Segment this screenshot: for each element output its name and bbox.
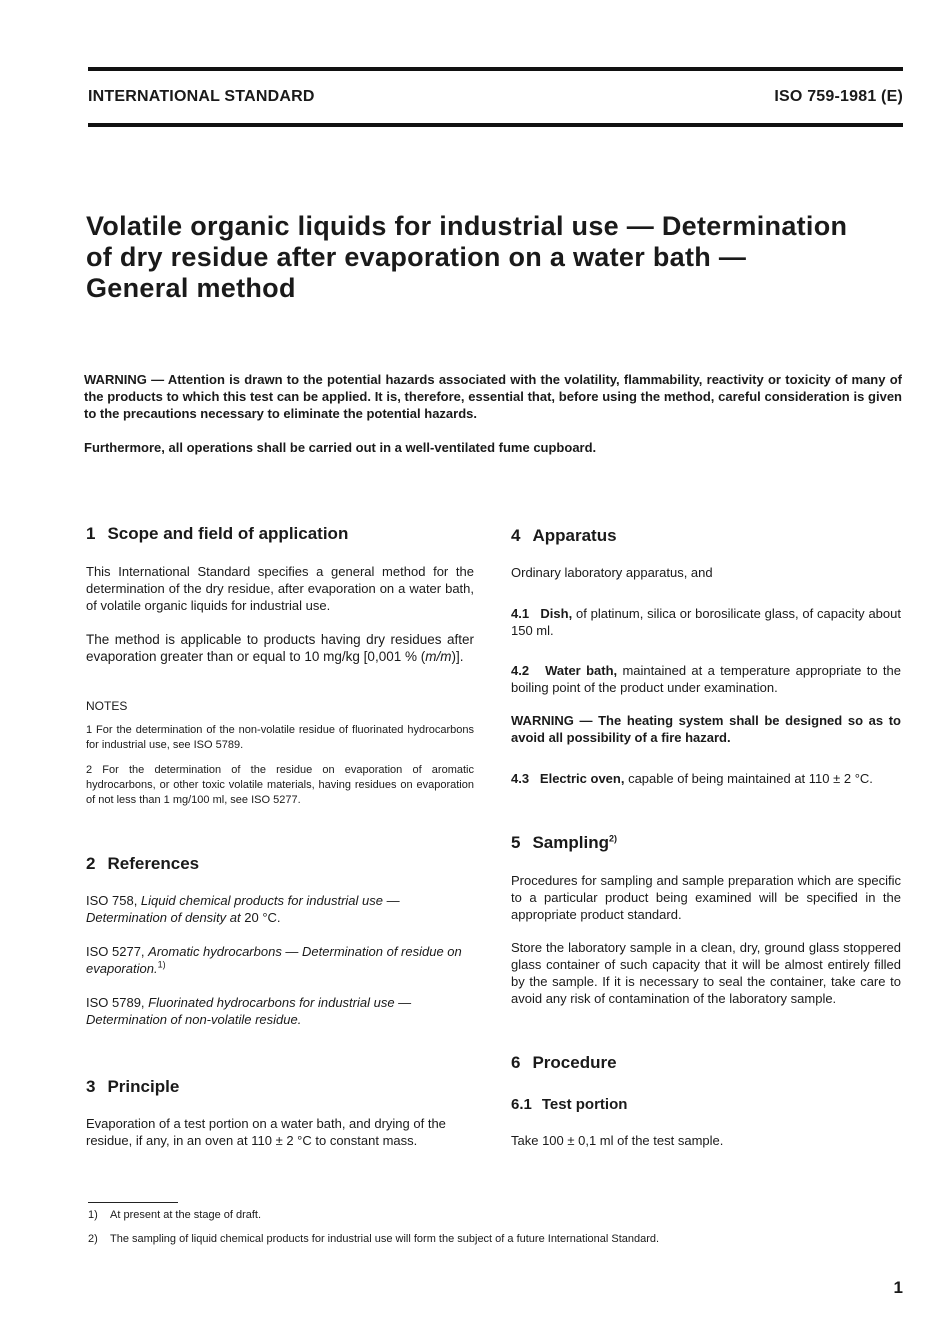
section-title: Scope and field of application xyxy=(107,524,349,543)
heating-warning: WARNING — The heating system shall be designed so as to avoid all possibility of a fire hazard. xyxy=(511,713,901,745)
item-text: maintained at a temperature appropriate to the boiling point of the product under examination. xyxy=(511,663,901,695)
item-number: 4.2 xyxy=(511,663,530,678)
section-number: 1 xyxy=(86,524,96,543)
footnote-2 xyxy=(88,1232,659,1246)
item-label: Water bath, xyxy=(545,663,618,678)
principle-paragraph: Evaporation of a test portion on a water bath, and drying of the residue, if any, in an oven at 110 ± 2 °C to constant mass. xyxy=(86,1116,446,1148)
apparatus-oven xyxy=(511,770,901,787)
section-heading xyxy=(511,527,617,544)
ventilation-warning: Furthermore, all operations shall be carried out in a well-ventilated fume cupboard. xyxy=(84,440,597,455)
apparatus-dish xyxy=(511,605,901,639)
section-title: Principle xyxy=(107,1077,180,1096)
test-portion-paragraph: Take 100 ± 0,1 ml of the test sample. xyxy=(511,1133,724,1148)
section-number: 3 xyxy=(86,1077,96,1096)
reference-code: ISO 758, xyxy=(86,893,141,908)
reference-title: Aromatic hydrocarbons — Determination of residue on evaporation. xyxy=(86,944,462,976)
apparatus-water-bath xyxy=(511,662,901,696)
applicability-paragraph xyxy=(86,631,474,665)
item-label: Dish, xyxy=(540,606,573,621)
document-title xyxy=(86,211,916,304)
section-procedure xyxy=(511,1054,617,1071)
reference-iso-758 xyxy=(86,892,474,926)
footnote-text: The sampling of liquid chemical products for industrial use will form the subject of a future International Standard. xyxy=(110,1233,660,1245)
applicability-tail: )]. xyxy=(451,649,464,664)
section-number: 4 xyxy=(511,526,521,545)
page-number: 1 xyxy=(893,1278,903,1297)
section-heading xyxy=(86,525,476,542)
section-title: References xyxy=(107,854,200,873)
document-number: ISO 759-1981 (E) xyxy=(774,88,903,105)
footnote-1 xyxy=(88,1208,261,1222)
item-label: Electric oven, xyxy=(539,771,625,786)
scope-paragraph: This International Standard specifies a general method for the determination of the dry residue, after evaporation on a water bath, of volatile organic liquids for industrial use. xyxy=(86,564,474,613)
footnote-marker: 1) xyxy=(157,959,166,970)
reference-code: ISO 5789, xyxy=(86,995,149,1010)
item-number: 4.1 xyxy=(511,606,530,621)
section-scope xyxy=(86,525,476,542)
section-principle xyxy=(86,1078,179,1095)
item-text: of platinum, silica or borosilicate glass, of capacity about 150 ml. xyxy=(511,606,901,638)
section-apparatus xyxy=(511,527,617,544)
mass-ratio: m/m xyxy=(425,649,452,664)
note-2: 2 For the determination of the residue on evaporation of aromatic hydrocarbons, or other toxic volatile materials, having residues on evaporation of not less than 1 mg/100 ml, see ISO 5277. xyxy=(86,764,474,806)
section-sampling xyxy=(511,834,617,851)
section-number: 6 xyxy=(511,1053,521,1072)
item-number: 4.3 xyxy=(511,771,530,786)
notes-label: NOTES xyxy=(86,699,128,713)
hazard-warning: WARNING — Attention is drawn to the potential hazards associated with the volatility, flammability, reactivity or toxicity of many of the products to which this test can be applied. It is, therefore, essential that, before using the method, careful consideration is given to the precautions necessary to eliminate the potential hazards. xyxy=(84,372,902,421)
section-heading xyxy=(86,855,199,872)
reference-title: Fluorinated hydrocarbons for industrial use — Determination of non-volatile residue. xyxy=(86,995,412,1027)
section-heading xyxy=(511,1054,617,1071)
subsection-test-portion xyxy=(511,1096,627,1113)
header-top-rule xyxy=(88,67,903,71)
section-title: Apparatus xyxy=(532,526,617,545)
header-bottom-rule xyxy=(88,123,903,127)
title-line-3: General method xyxy=(86,273,296,303)
reference-code: ISO 5277, xyxy=(86,944,149,959)
footnote-text: At present at the stage of draft. xyxy=(110,1209,262,1221)
section-title: Sampling xyxy=(532,833,609,852)
section-title: Procedure xyxy=(532,1053,617,1072)
apparatus-intro: Ordinary laboratory apparatus, and xyxy=(511,565,713,580)
section-heading xyxy=(86,1078,179,1095)
title-line-2: of dry residue after evaporation on a water bath — xyxy=(86,242,747,272)
section-heading xyxy=(511,834,617,851)
reference-title: Liquid chemical products for industrial use — Determination of density at xyxy=(86,893,400,925)
section-number: 2 xyxy=(86,854,96,873)
reference-tail: 20 °C. xyxy=(240,910,281,925)
document-type: INTERNATIONAL STANDARD xyxy=(88,88,315,105)
sampling-paragraph-2: Store the laboratory sample in a clean, dry, ground glass stoppered glass container of such capacity that it will be almost entirely filled by the sample. If it is necessary to seal the container, take care to avoid any risk of contamination of the laboratory sample. xyxy=(511,940,901,1006)
reference-iso-5789 xyxy=(86,994,474,1028)
subsection-number: 6.1 xyxy=(511,1096,532,1113)
subsection-title: Test portion xyxy=(541,1096,628,1113)
item-text: capable of being maintained at 110 ± 2 °C. xyxy=(624,771,873,786)
subsection-heading xyxy=(511,1096,627,1113)
footnote-marker: 2) xyxy=(608,833,617,844)
sampling-paragraph-1: Procedures for sampling and sample preparation which are specific to a particular product being examined will be specified in the appropriate product standard. xyxy=(511,873,901,922)
note-1: 1 For the determination of the non-volatile residue of fluorinated hydrocarbons for industrial use, see ISO 5789. xyxy=(86,724,474,751)
section-references xyxy=(86,855,199,872)
footnote-number: 1) xyxy=(88,1209,98,1221)
reference-iso-5277 xyxy=(86,943,474,977)
title-line-1: Volatile organic liquids for industrial use — Determination xyxy=(86,211,848,241)
applicability-text: The method is applicable to products having dry residues after evaporation greater than or equal to 10 mg/kg [0,001 % ( xyxy=(86,632,474,664)
footnote-number: 2) xyxy=(88,1233,98,1245)
footnote-rule xyxy=(88,1202,178,1203)
section-number: 5 xyxy=(511,833,521,852)
